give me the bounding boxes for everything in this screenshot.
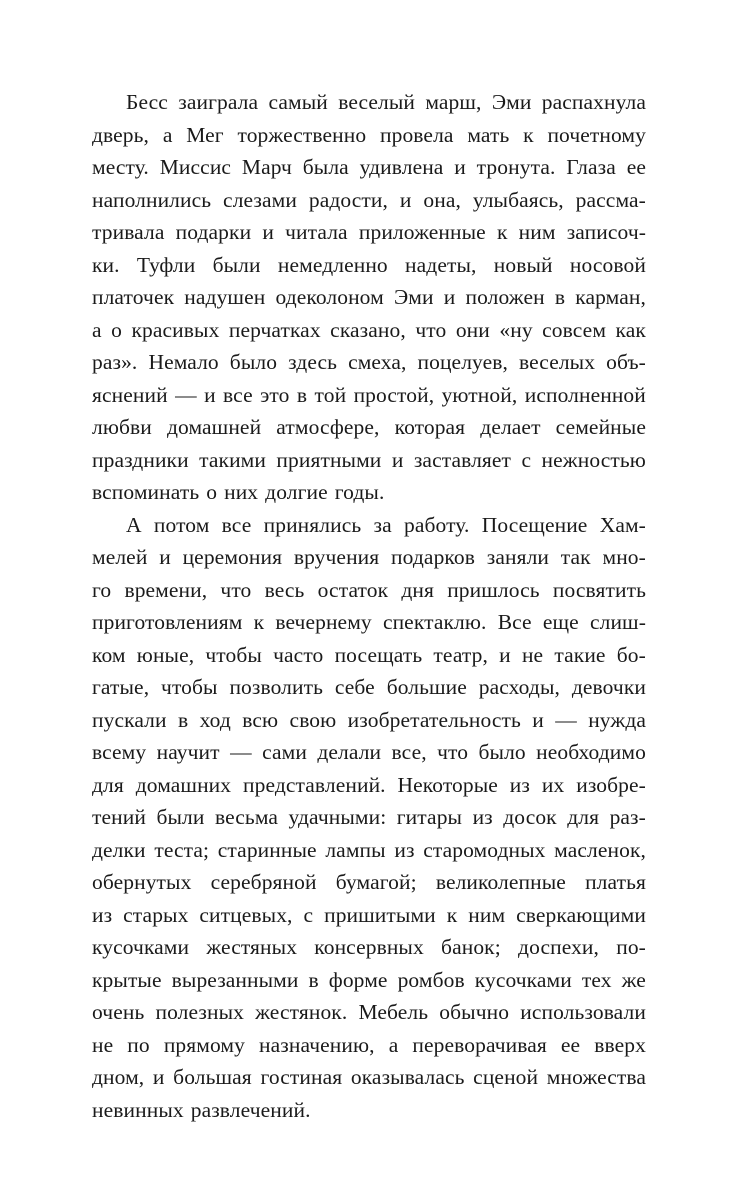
text-line: не по прямому назначению, а переворачивая ее вверх	[92, 1032, 646, 1057]
text-line: всему научит — сами делали все, что было необходимо	[92, 740, 646, 764]
text-line: Бесс заиграла самый веселый марш, Эми распахнула	[126, 90, 646, 114]
text-line: очень полезных жестянок. Мебель обычно использовали	[92, 1000, 646, 1024]
text-line: невинных развлечений.	[92, 1097, 311, 1122]
text-line: А потом все принялись за работу. Посещение Хам-	[126, 512, 646, 537]
text-line: дном, и большая гостиная оказывалась сценой множества	[92, 1065, 646, 1089]
text-line: из старых ситцевых, с пришитыми к ним сверкающими	[92, 902, 646, 927]
text-line: тений были весьма удачными: гитары из досок для раз-	[92, 805, 646, 829]
text-line: дверь, а Мег торжественно провела мать к почетному	[92, 122, 646, 147]
text-line: платочек надушен одеколоном Эми и положен в карман,	[92, 285, 646, 309]
paragraph-2	[92, 509, 646, 1127]
text-line: месту. Миссис Марч была удивлена и тронута. Глаза ее	[92, 155, 646, 179]
text-line: гатые, чтобы позволить себе большие расходы, девочки	[92, 675, 646, 699]
text-line: крытые вырезанными в форме ромбов кусочками тех же	[92, 967, 646, 992]
text-line: делки теста; старинные лампы из старомодных масленок,	[92, 837, 646, 862]
text-line: любви домашней атмосфере, которая делает семейные	[92, 415, 646, 439]
paragraph-1	[92, 86, 646, 509]
body-text	[92, 86, 646, 1126]
text-line: раз». Немало было здесь смеха, поцелуев, веселых объ-	[92, 350, 646, 374]
text-line: тривала подарки и читала приложенные к ним записоч-	[92, 220, 646, 244]
text-line: наполнились слезами радости, и она, улыбаясь, рассма-	[92, 187, 646, 212]
text-line: яснений — и все это в той простой, уютной, исполненной	[92, 382, 646, 407]
text-line: мелей и церемония вручения подарков заняли так мно-	[92, 545, 646, 569]
text-line: а о красивых перчатках сказано, что они «ну совсем как	[92, 317, 646, 342]
text-line: ки. Туфли были немедленно надеты, новый носовой	[92, 252, 646, 277]
text-line: для домашних представлений. Некоторые из их изобре-	[92, 772, 646, 797]
text-line: вспоминать о них долгие годы.	[92, 480, 385, 504]
text-line: приготовлениям к вечернему спектаклю. Все еще слиш-	[92, 610, 646, 634]
text-line: праздники такими приятными и заставляет с нежностью	[92, 447, 646, 472]
text-line: пускали в ход всю свою изобретательность и — нужда	[92, 707, 646, 732]
text-line: кусочками жестяных консервных банок; доспехи, по-	[92, 935, 646, 959]
text-line: ком юные, чтобы часто посещать театр, и не такие бо-	[92, 642, 646, 667]
text-line: го времени, что весь остаток дня пришлось посвятить	[92, 577, 646, 602]
text-line: обернутых серебряной бумагой; великолепные платья	[92, 870, 646, 894]
